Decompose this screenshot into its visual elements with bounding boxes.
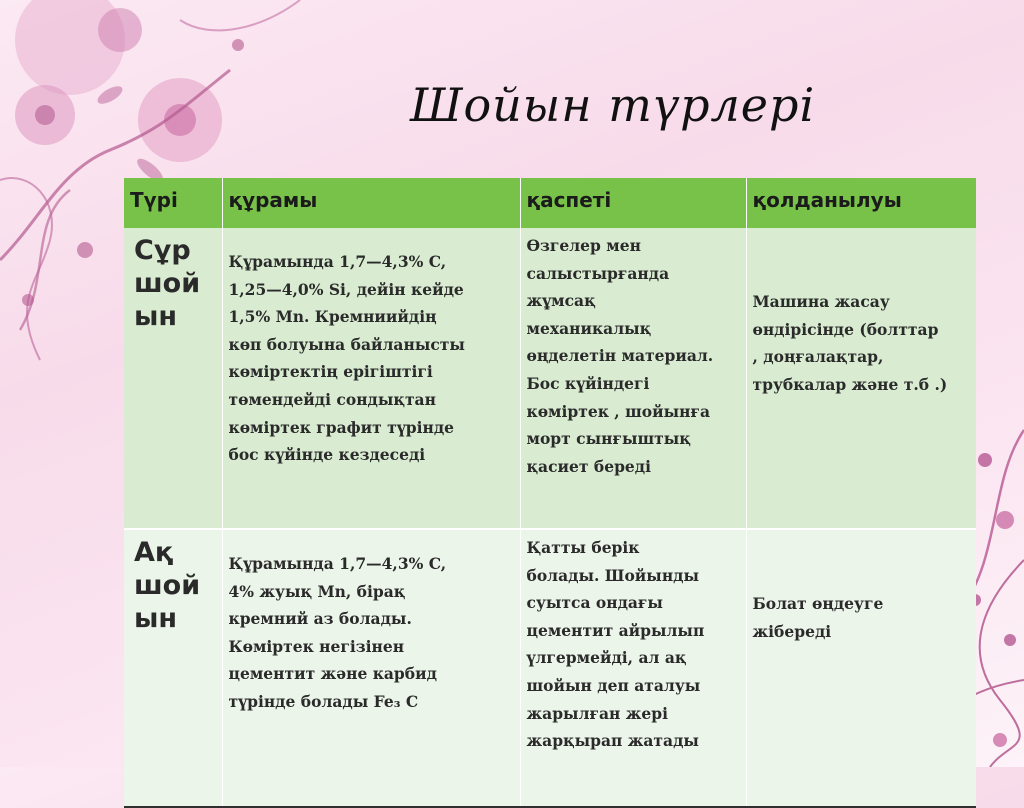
property-line: жарқырап жатады xyxy=(526,731,699,751)
composition-line: көп болуына байланысты xyxy=(228,334,465,354)
type-line: ын xyxy=(134,301,178,332)
composition-line: Құрамында 1,7—4,3% C, xyxy=(228,252,447,271)
property-line: механикалық xyxy=(526,318,652,338)
composition-line: Көміртек негізінен xyxy=(228,636,405,656)
property-line: өңделетін материал. xyxy=(526,346,714,366)
property-line: морт сынғыштық xyxy=(526,429,691,449)
slide-title: Шойын түрлері xyxy=(410,78,816,132)
property-line: Бос күйіндегі xyxy=(526,373,650,393)
table-header-row xyxy=(124,178,976,228)
usage-cell xyxy=(746,228,976,529)
property-line: цементит айрылып xyxy=(526,620,705,640)
composition-cell xyxy=(222,529,520,807)
property-cell xyxy=(520,228,746,529)
header-type: Түрі xyxy=(124,178,222,228)
table-row-grey-cast-iron xyxy=(124,228,976,529)
composition-line: төмендейді сондықтан xyxy=(228,389,436,409)
property-line: Өзгелер мен xyxy=(526,236,641,255)
property-line: салыстырғанда xyxy=(526,263,670,283)
composition-line: цементит және карбид xyxy=(228,664,437,684)
property-cell xyxy=(520,529,746,807)
usage-line: өндірісінде (болттар xyxy=(752,319,939,339)
composition-line: 1,5% Mn. Кремниийдің xyxy=(228,307,437,327)
property-line: жұмсақ xyxy=(526,291,596,311)
property-line: қасиет береді xyxy=(526,456,651,476)
header-usage: қолданылуы xyxy=(752,188,902,212)
property-line: Қатты берік xyxy=(526,538,640,557)
composition-line: көміртектің ерігіштігі xyxy=(228,362,433,382)
type-cell xyxy=(124,228,222,529)
composition-line: 1,25—4,0% Si, дейін кейде xyxy=(228,279,464,299)
header-property: қаспеті xyxy=(520,178,746,228)
composition-line: көміртек графит түрінде xyxy=(228,417,455,437)
type-line: Сұр xyxy=(134,235,191,266)
usage-line: , доңғалақтар, xyxy=(752,347,884,367)
composition-line: түрінде болады Fe₃ C xyxy=(228,691,419,711)
composition-line: 4% жуық Mn, бірақ xyxy=(228,581,406,601)
type-line: шой xyxy=(134,268,201,299)
header-composition: құрамы xyxy=(222,178,520,228)
type-line: шой xyxy=(134,570,201,601)
property-line: шойын деп аталуы xyxy=(526,675,701,695)
usage-line: Машина жасау xyxy=(752,292,890,311)
property-line: көміртек , шойынға xyxy=(526,401,710,421)
usage-line: жібереді xyxy=(752,621,832,641)
property-line: үлгермейді, ал ақ xyxy=(526,648,687,668)
usage-cell xyxy=(746,529,976,807)
table-row-white-cast-iron xyxy=(124,529,976,807)
usage-line: Болат өңдеуге xyxy=(752,594,884,613)
property-line: жарылған жері xyxy=(526,703,669,723)
composition-cell xyxy=(222,228,520,529)
property-line: суытса ондағы xyxy=(526,593,663,613)
composition-line: Құрамында 1,7—4,3% C, xyxy=(228,554,447,573)
type-cell xyxy=(124,529,222,807)
usage-line: трубкалар және т.б .) xyxy=(752,374,948,394)
type-line: Ақ xyxy=(134,537,174,568)
composition-line: бос күйінде кездеседі xyxy=(228,445,426,465)
property-line: болады. Шойынды xyxy=(526,565,700,585)
type-line: ын xyxy=(134,603,178,634)
composition-line: кремний аз болады. xyxy=(228,609,412,629)
cast-iron-types-table xyxy=(124,178,976,808)
